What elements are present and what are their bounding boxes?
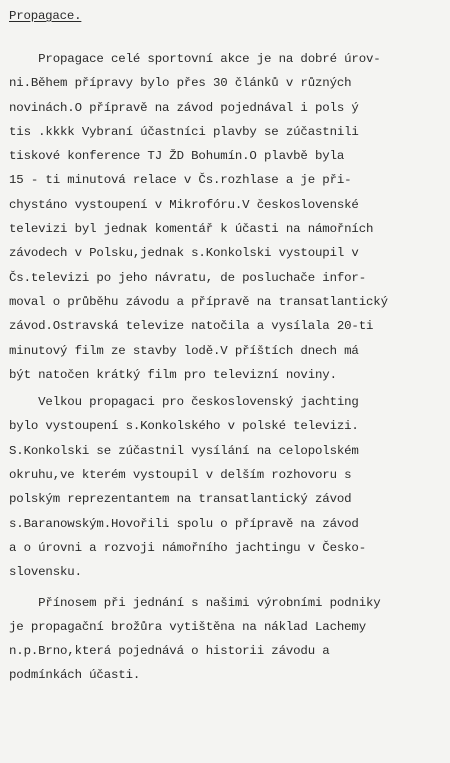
text-line: s.Baranowským.Hovořili spolu o přípravě na závod [9,516,359,531]
text-line: 15 - ti minutová relace v Čs.rozhlase a je při- [9,173,352,188]
text-line: a o úrovni a rozvoji námořního jachtingu v Česko- [9,540,366,555]
document-title: Propagace. [9,9,82,23]
text-line: být natočen krátký film pro televizní noviny. [9,367,337,382]
text-line: Čs.televizi po jeho návratu, de posluchače infor- [9,270,366,285]
text-line: minutový film ze stavby lodě.V příštích dnech má [9,343,359,358]
text-line: chystáno vystoupení v Mikrofóru.V československé [9,197,359,212]
text-line: Přínosem při jednání s našimi výrobními podniky [9,595,381,610]
text-line: okruhu,ve kterém vystoupil v delším rozhovoru s [9,468,352,483]
text-line: podmínkách účasti. [9,668,141,683]
text-line: novinách.O přípravě na závod pojednával i pols ý [9,100,359,115]
paragraph-1 [9,47,444,387]
text-line: televizi byl jednak komentář k účasti na námořních [9,222,374,237]
paragraph-2 [9,390,444,584]
text-line: Propagace celé sportovní akce je na dobré úrov- [9,52,381,66]
text-line: bylo vystoupení s.Konkolského v polské televizi. [9,419,359,434]
text-line: závod.Ostravská televize natočila a vysílala 20-ti [9,319,374,334]
text-line: tiskové konference TJ ŽD Bohumín.O plavbě byla [9,149,345,164]
text-line: ni.Během přípravy bylo přes 30 článků v různých [9,76,352,91]
paragraph-3 [9,591,444,688]
text-line: tis .kkkk Vybraní účastníci plavby se zúčastnili [9,124,359,139]
text-line: polským reprezentantem na transatlantický závod [9,492,352,507]
text-line: moval o průběhu závodu a přípravě na transatlantický [9,294,388,309]
text-line: závodech v Polsku,jednak s.Konkolski vystoupil v [9,246,359,261]
text-line: Velkou propagaci pro československý jachting [9,395,359,410]
text-line: n.p.Brno,která pojednává o historii závodu a [9,644,330,659]
text-line: slovensku. [9,565,82,580]
text-line: S.Konkolski se zúčastnil vysílání na celopolském [9,443,359,458]
text-line: je propagační brožůra vytištěna na náklad Lachemy [9,619,366,634]
